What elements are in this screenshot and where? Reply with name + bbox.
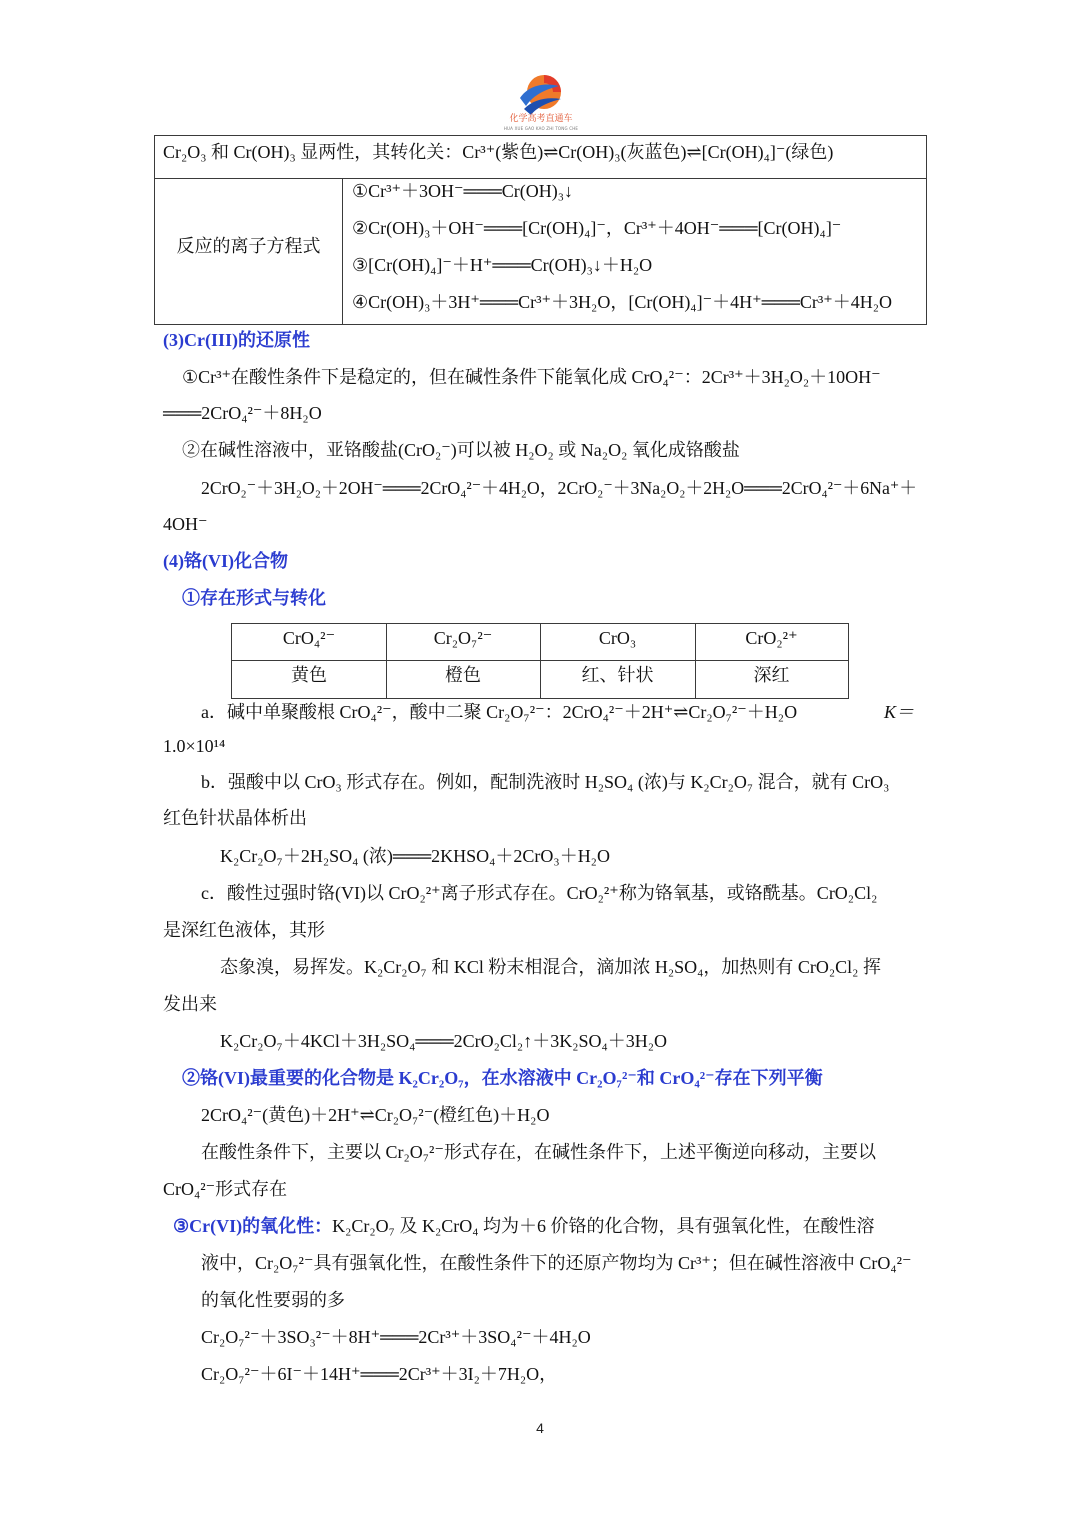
logo-title: 化学高考直通车	[509, 114, 573, 124]
equation-line: 4OH⁻	[163, 514, 208, 534]
table-cell-color: 橙色	[445, 665, 481, 685]
text-line: 态象溴，易挥发。K₂Cr₂O₇ 和 KCl 粉末相混合，滴加浓 H₂SO₄，加热则有 CrO₂Cl₂ 挥	[220, 957, 881, 977]
text-line: 的氧化性要弱的多	[201, 1290, 345, 1310]
amphoteric-table	[154, 135, 927, 325]
subsection-heading: ②铬(VI)最重要的化合物是 K₂Cr₂O₇，在水溶液中 Cr₂O₇²⁻和 CrO₄²⁻存在下列平衡	[182, 1068, 823, 1088]
text-span: K₂Cr₂O₇ 及 K₂CrO₄ 均为＋6 价铬的化合物，具有强氧化性，在酸性溶	[332, 1216, 875, 1236]
text-line: 红色针状晶体析出	[163, 808, 307, 828]
table-cell-species: CrO₂²⁺	[745, 628, 798, 648]
text-line: 发出来	[163, 994, 217, 1014]
text-line: 在酸性条件下，主要以 Cr₂O₇²⁻形式存在，在碱性条件下，上述平衡逆向移动，主要以	[201, 1142, 876, 1162]
table-column-divider	[342, 178, 343, 324]
equation-line: ③[Cr(OH)₄]⁻＋H⁺═══Cr(OH)₃↓＋H₂O	[352, 255, 653, 275]
equation-line: ④Cr(OH)₃＋3H⁺═══Cr³⁺＋3H₂O，[Cr(OH)₄]⁻＋4H⁺═══Cr³⁺＋4H₂O	[352, 292, 893, 312]
equation-line: Cr₂O₇²⁻＋3SO₃²⁻＋8H⁺═══2Cr³⁺＋3SO₄²⁻＋4H₂O	[201, 1327, 591, 1347]
text-line	[173, 1214, 875, 1238]
table-cell-species: CrO₄²⁻	[282, 628, 336, 648]
equation-line: ②Cr(OH)₃＋OH⁻═══[Cr(OH)₄]⁻，Cr³⁺＋4OH⁻═══[Cr(OH)₄]⁻	[352, 218, 842, 238]
equation-line: K₂Cr₂O₇＋4KCl＋3H₂SO₄═══2CrO₂Cl₂↑＋3K₂SO₄＋3H₂O	[220, 1031, 668, 1051]
subsection-heading: ①存在形式与转化	[182, 588, 326, 608]
table-summary-cell: Cr₂O₃ 和 Cr(OH)₃ 显两性，其转化关：Cr³⁺(紫色)⇌Cr(OH)₃(灰蓝色)⇌[Cr(OH)₄]⁻(绿色)	[163, 142, 834, 162]
text-line: 是深红色液体，其形	[163, 920, 325, 940]
text-line: ②在碱性溶液中，亚铬酸盐(CrO₂⁻)可以被 H₂O₂ 或 Na₂O₂ 氧化成铬酸盐	[182, 440, 740, 460]
page-number: 4	[536, 1420, 544, 1436]
equation-line: K₂Cr₂O₇＋2H₂SO₄ (浓)═══2KHSO₄＋2CrO₃＋H₂O	[220, 846, 610, 866]
section-heading: (3)Cr(III)的还原性	[163, 330, 310, 350]
table-cell-species: CrO₃	[598, 628, 637, 648]
table-cell-color: 黄色	[291, 665, 327, 685]
equation-line: 2CrO₄²⁻(黄色)＋2H⁺⇌Cr₂O₇²⁻(橙红色)＋H₂O	[201, 1105, 550, 1125]
text-line: b．强酸中以 CrO₃ 形式存在。例如，配制洗液时 H₂SO₄ (浓)与 K₂Cr₂O₇ 混合，就有 CrO₃	[201, 772, 890, 792]
equation-line: 2CrO₂⁻＋3H₂O₂＋2OH⁻═══2CrO₄²⁻＋4H₂O，2CrO₂⁻＋3Na₂O₂＋2H₂O═══2CrO₄²⁻＋6Na⁺＋	[201, 478, 918, 498]
equation-line: ═══2CrO₄²⁻＋8H₂O	[163, 403, 322, 423]
text-line: a．碱中单聚酸根 CrO₄²⁻，酸中二聚 Cr₂O₇²⁻：2CrO₄²⁻＋2H⁺⇌Cr₂O₇²⁻＋H₂O	[201, 702, 798, 722]
equation-line: Cr₂O₇²⁻＋6I⁻＋14H⁺═══2Cr³⁺＋3I₂＋7H₂O，	[201, 1364, 558, 1384]
section-heading: (4)铬(VI)化合物	[163, 551, 288, 571]
table-cell-species: Cr₂O₇²⁻	[433, 628, 493, 648]
table-cell-color: 红、针状	[581, 665, 654, 685]
subsection-heading: ③Cr(VI)的氧化性：	[173, 1216, 333, 1236]
equilibrium-constant-label: K＝	[884, 702, 915, 722]
text-line: CrO₄²⁻形式存在	[163, 1179, 288, 1199]
logo-mark-icon	[513, 70, 569, 116]
species-table	[231, 623, 849, 699]
text-line: 1.0×10¹⁴	[163, 736, 226, 756]
text-line: 液中，Cr₂O₇²⁻具有强氧化性，在酸性条件下的还原产物均为 Cr³⁺；但在碱性溶液中 CrO₄²⁻	[201, 1253, 912, 1273]
table-row-label: 反应的离子方程式	[176, 236, 321, 256]
text-line: c．酸性过强时铬(VI)以 CrO₂²⁺离子形式存在。CrO₂²⁺称为铬氧基，或铬酰基。CrO₂Cl₂	[201, 883, 878, 903]
equation-line: ①Cr³⁺＋3OH⁻═══Cr(OH)₃↓	[352, 181, 574, 201]
text-line: ①Cr³⁺在酸性条件下是稳定的，但在碱性条件下能氧化成 CrO₄²⁻：2Cr³⁺＋3H₂O₂＋10OH⁻	[182, 367, 881, 387]
logo-subtitle: HUA XUE GAO KAO ZHI TONG CHE	[503, 126, 579, 131]
table-cell-color: 深红	[753, 665, 790, 685]
